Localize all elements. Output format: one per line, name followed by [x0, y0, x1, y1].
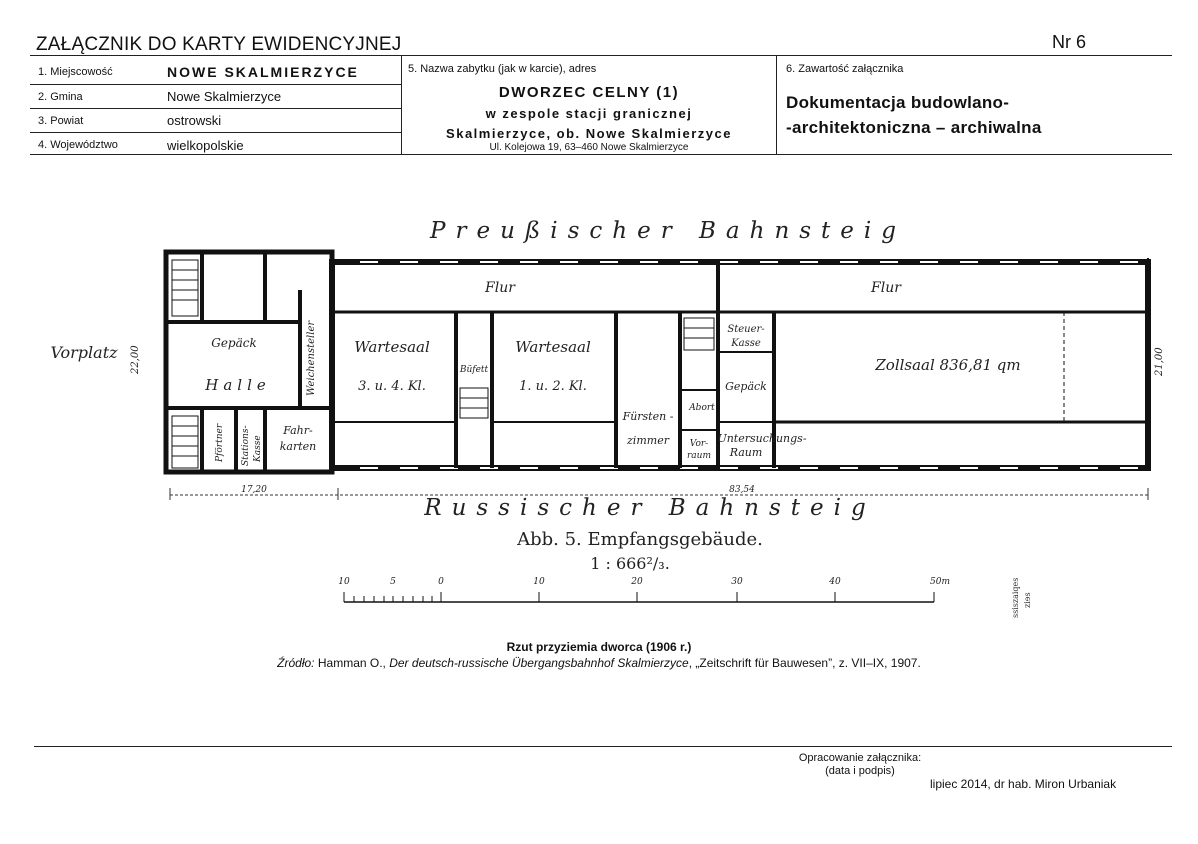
room-halle: Halle [205, 376, 271, 394]
document-title: ZAŁĄCZNIK DO KARTY EWIDENCYJNEJ [36, 34, 402, 55]
room-pfoertner: Pförtner [215, 423, 225, 462]
field-value-gmina: Nowe Skalmierzyce [167, 89, 282, 104]
room-weichensteller: Weichensteller [306, 320, 317, 396]
room-untersuchung-2: Raum [729, 446, 763, 459]
room-wartesaal-2: Wartesaal [515, 338, 591, 356]
figure-scale: 1 : 666²/₃. [590, 554, 670, 573]
dimension-left: 22,00 [130, 345, 141, 374]
room-vorraum-1: Vor- [689, 439, 709, 449]
field-label-gmina: 2. Gmina [38, 91, 83, 103]
room-wartesaal-1: Wartesaal [354, 338, 430, 356]
room-wartesaal-2-class: 1. u. 2. Kl. [519, 379, 587, 394]
scale-tick: 10 [338, 577, 350, 587]
contents-line1: Dokumentacja budowlano- [786, 93, 1010, 112]
russian-platform-label: Russischer Bahnsteig [424, 495, 876, 521]
field-label-wojewodztwo: 4. Województwo [38, 139, 118, 151]
room-flur-2: Flur [871, 280, 901, 296]
dimension-right: 21,00 [1154, 347, 1165, 376]
prussian-platform-label: Preußischer Bahnsteig [429, 218, 907, 244]
field-value-miejscowosc: NOWE SKALMIERZYCE [167, 64, 359, 80]
room-abort: Abort [689, 403, 715, 413]
header-top-rule [30, 55, 1172, 56]
room-buffet: Büfett [459, 365, 489, 375]
room-vorraum-2: raum [687, 451, 711, 461]
dimension-bottom-left: 17,20 [241, 485, 267, 495]
room-fahrkarten-2: karten [279, 440, 317, 453]
source-author: Hamman O., [314, 656, 390, 670]
row-divider-1 [30, 84, 402, 85]
source-title: Der deutsch-russische Übergangsbahnhof Skalmierzyce [389, 656, 689, 670]
scale-tick: 30 [731, 577, 743, 587]
side-mark-1: ssiszaiqes [1011, 577, 1020, 618]
footer-label-1: Opracowanie załącznika: [798, 752, 922, 764]
room-steuer-2: Kasse [731, 338, 761, 349]
column-divider-2 [776, 55, 777, 155]
room-gepaeck-2: Gepäck [725, 380, 767, 393]
scale-tick: 10 [533, 577, 545, 587]
monument-address: Ul. Kolejowa 19, 63–460 Nowe Skalmierzyce [489, 142, 689, 153]
side-mark-2: ziɘs [1023, 592, 1032, 608]
footer-rule [34, 746, 1172, 747]
row-divider-3 [30, 132, 402, 133]
room-fahrkarten-1: Fahr- [283, 424, 313, 437]
room-untersuchung-1: Untersuchungs- [717, 432, 807, 445]
source-rest: , „Zeitschrift für Bauwesen”, z. VII–IX, 1907. [688, 656, 921, 670]
room-fuersten-2: zimmer [627, 434, 669, 447]
contents-line2: -architektoniczna – archiwalna [786, 118, 1042, 137]
room-stations-2: Kasse [253, 435, 263, 462]
scale-tick: 5 [390, 577, 396, 587]
contents-label: 6. Zawartość załącznika [786, 63, 904, 75]
scale-tick: 20 [631, 577, 643, 587]
scale-tick: 40 [829, 577, 841, 587]
monument-line2: w zespole stacji granicznej [485, 106, 693, 121]
monument-line3: Skalmierzyce, ob. Nowe Skalmierzyce [446, 126, 732, 141]
monument-block [402, 84, 776, 153]
scale-tick: 50m [930, 577, 950, 587]
field-label-powiat: 3. Powiat [38, 115, 84, 127]
room-zollsaal: Zollsaal 836,81 qm [875, 356, 1021, 374]
floor-plan-drawing [0, 200, 1198, 620]
figure-caption-source [0, 656, 1198, 670]
figure-title: Abb. 5. Empfangsgebäude. [517, 529, 763, 550]
footer-label-2: (data i podpis) [825, 765, 895, 777]
monument-label: 5. Nazwa zabytku (jak w karcie), adres [408, 63, 597, 75]
field-label-miejscowosc: 1. Miejscowość [38, 66, 113, 78]
room-stations-1: Stations- [241, 425, 251, 466]
room-flur-1: Flur [485, 280, 515, 296]
scale-tick-labels [338, 577, 950, 587]
room-steuer-1: Steuer- [727, 324, 765, 335]
header-bottom-rule [30, 154, 1172, 155]
room-wartesaal-1-class: 3. u. 4. Kl. [358, 379, 426, 394]
source-prefix: Źródło: [277, 656, 315, 670]
field-value-powiat: ostrowski [167, 113, 222, 128]
contents-value [786, 90, 1042, 140]
footer-signature: lipiec 2014, dr hab. Miron Urbaniak [930, 777, 1117, 791]
scale-bar [344, 592, 934, 602]
attachment-number: Nr 6 [1052, 32, 1087, 52]
scale-tick: 0 [438, 577, 444, 587]
row-divider-2 [30, 108, 402, 109]
monument-name: DWORZEC CELNY (1) [498, 84, 680, 101]
field-value-wojewodztwo: wielkopolskie [167, 138, 244, 153]
room-fuersten-1: Fürsten - [622, 410, 674, 423]
dimension-bottom-right: 83,54 [729, 485, 755, 495]
figure-caption-title: Rzut przyziemia dworca (1906 r.) [506, 640, 692, 654]
vorplatz-label: Vorplatz [50, 343, 118, 362]
room-gepaeck: Gepäck [211, 336, 257, 350]
